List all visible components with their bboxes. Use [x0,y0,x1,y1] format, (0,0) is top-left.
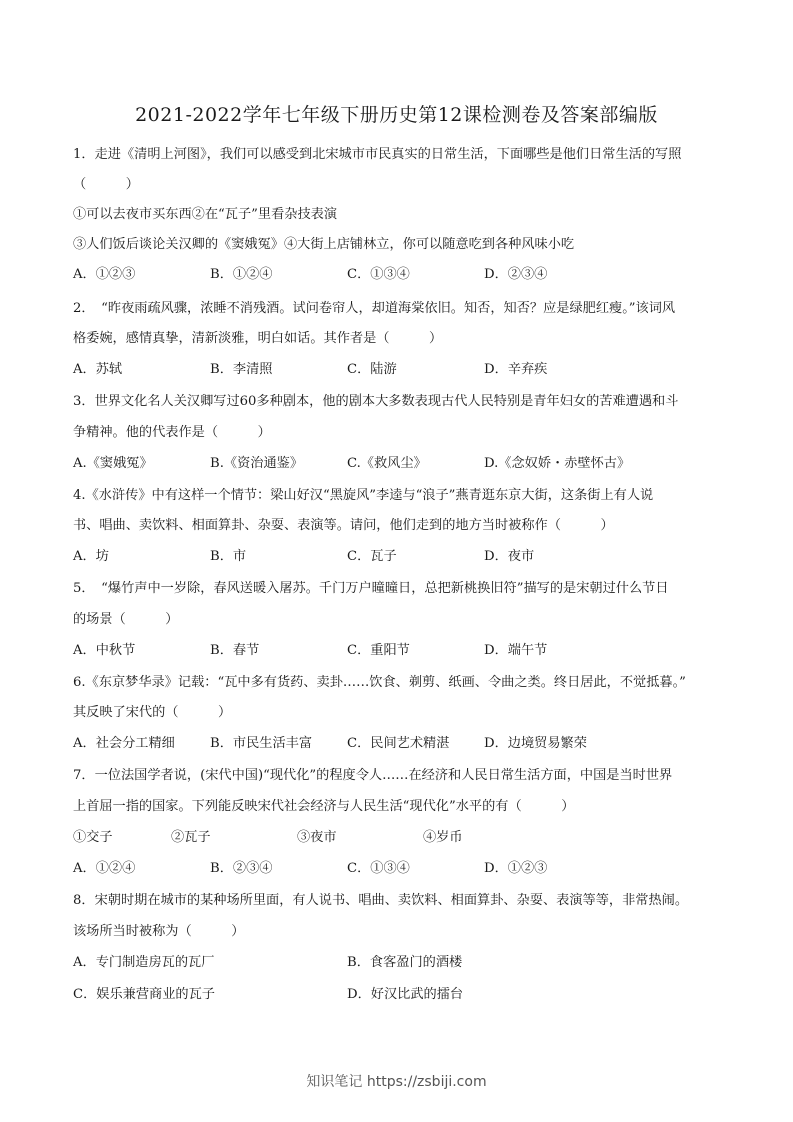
option-d: D．①②③ [484,861,548,876]
question-4-options [73,548,733,566]
option-c: C．重阳节 [347,643,410,658]
option-c: C．①③④ [347,267,410,282]
item-4: ④岁币 [423,830,463,845]
item-3: ③夜市 [297,830,337,845]
option-c: C．娱乐兼营商业的瓦子 [73,987,215,1002]
question-8-line-1: 8．宋朝时期在城市的某种场所里面，有人说书、唱曲、卖饮料、相面算卦、杂耍、表演等等，非常热闹。 [73,893,689,908]
question-3-options [73,455,733,473]
option-a: A．专门制造房瓦的瓦厂 [73,955,215,970]
option-b: B．②③④ [210,861,273,876]
question-8-options-row-2 [73,986,733,1004]
question-7-line-1: 7．一位法国学者说，(宋代中国)“现代化”的程度令人……在经济和人民日常生活方面，中国是当时世界 [73,768,673,783]
option-b: B．市 [210,549,247,564]
question-7-options [73,860,733,878]
option-b: B.《资治通鉴》 [210,456,304,471]
option-a: A．坊 [73,549,109,564]
question-6-options [73,735,733,753]
option-d: D.《念奴娇・赤壁怀古》 [484,456,631,471]
option-c: C．瓦子 [347,549,397,564]
question-4-line-2: 书、唱曲、卖饮料、相面算卦、杂耍、表演等。请问，他们走到的地方当时被称作（ ） [73,518,614,533]
footer-watermark: 知识笔记 https://zsbiji.com [306,1074,487,1090]
option-c: C．①③④ [347,861,410,876]
question-1-line-1: 1．走进《清明上河图》，我们可以感受到北宋城市市民真实的日常生活，下面哪些是他们日常生活的写照 [73,147,682,162]
option-b: B．食客盈门的酒楼 [347,955,463,970]
question-7-line-2: 上首屈一指的国家。下列能反映宋代社会经济与人民生活“现代化”水平的有（ ） [73,799,575,814]
option-d: D．好汉比武的擂台 [347,987,464,1002]
question-5-line-2: 的场景（ ） [73,612,179,627]
option-a: A．中秋节 [73,643,136,658]
option-d: D．辛弃疾 [484,362,548,377]
question-2-line-2: 格委婉，感情真挚，清新淡雅，明白如话。其作者是（ ） [73,331,443,346]
option-a: A．苏轼 [73,362,123,377]
question-7-items [73,829,733,847]
question-8-line-2: 该场所当时被称为（ ） [73,924,245,939]
option-a: A．①②③ [73,267,136,282]
option-c: C．陆游 [347,362,397,377]
option-c: C.《救风尘》 [347,456,427,471]
question-3-line-2: 争精神。他的代表作是（ ） [73,425,271,440]
question-5-line-1: 5． “爆竹声中一岁除，春风送暖入屠苏。千门万户曈曈日，总把新桃换旧符”描写的是宋朝过什么节日 [73,581,669,596]
option-a: A．①②④ [73,861,136,876]
question-1-line-2: （ ） [73,177,139,192]
option-c: C．民间艺术精湛 [347,736,450,751]
option-d: D．②③④ [484,267,548,282]
option-d: D．边境贸易繁荣 [484,736,587,751]
option-b: B．李清照 [210,362,273,377]
question-4-line-1: 4.《水浒传》中有这样一个情节：梁山好汉“黑旋风”李逵与“浪子”燕青逛东京大街，这条街上有人说 [73,488,654,503]
question-2-line-1: 2． “昨夜雨疏风骤，浓睡不消残酒。试问卷帘人，却道海棠依旧。知否，知否？应是绿肥红瘦。”该词风 [73,301,676,316]
item-1: ①交子 [73,830,113,845]
option-d: D．夜市 [484,549,535,564]
option-b: B．市民生活丰富 [210,736,313,751]
question-1-line-4: ③人们饭后谈论关汉卿的《窦娥冤》④大街上店铺林立，你可以随意吃到各种风味小吃 [73,237,575,252]
option-a: A.《窦娥冤》 [73,456,153,471]
question-5-options [73,642,733,660]
question-3-line-1: 3．世界文化名人关汉卿写过60多种剧本，他的剧本大多数表现古代人民特别是青年妇女的苦难遭遇和斗 [73,394,679,409]
document-title: 2021-2022学年七年级下册历史第12课检测卷及答案部编版 [135,104,658,126]
item-2: ②瓦子 [171,830,211,845]
option-a: A．社会分工精细 [73,736,175,751]
option-b: B．①②④ [210,267,273,282]
option-d: D．端午节 [484,643,548,658]
question-6-line-2: 其反映了宋代的（ ） [73,705,232,720]
question-2-options [73,361,733,379]
question-8-options-row-1 [73,954,733,972]
question-1-line-3: ①可以去夜市买东西②在“瓦子”里看杂技表演 [73,207,338,222]
option-b: B．春节 [210,643,260,658]
question-1-options [73,266,733,284]
question-6-line-1: 6.《东京梦华录》记载：“瓦中多有货药、卖卦……饮食、剃剪、纸画、令曲之类。终日居此，不觉抵暮。” [73,675,686,690]
